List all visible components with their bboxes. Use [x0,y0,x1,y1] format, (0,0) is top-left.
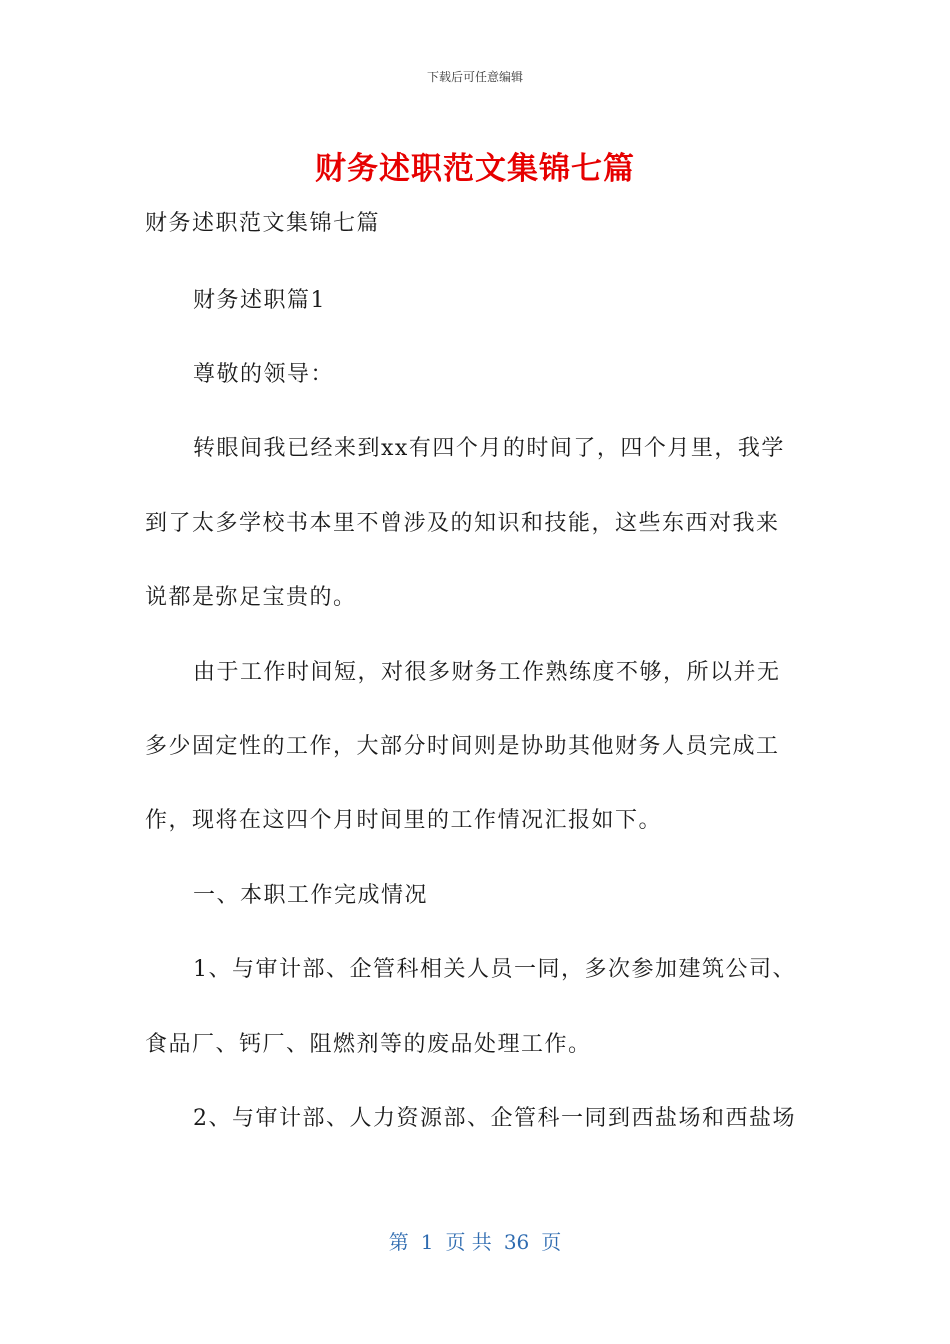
salutation: 尊敬的领导： [193,362,335,387]
footer-prefix: 第 [388,1230,409,1254]
paragraph-line: 1、与审计部、企管科相关人员一同，多次参加建筑公司、 [193,957,796,982]
paragraph-line: 到了太多学校书本里不曾涉及的知识和技能，这些东西对我来 [145,511,780,536]
footer-suffix: 页 [541,1230,562,1254]
document-title: 财务述职范文集锦七篇 [315,151,635,187]
paragraph-line: 说都是弥足宝贵的。 [145,585,357,610]
paragraph-line: 作，现将在这四个月时间里的工作情况汇报如下。 [145,808,663,833]
footer-middle: 页 共 [445,1230,492,1254]
paragraph-line: 由于工作时间短，对很多财务工作熟练度不够，所以并无 [193,660,781,685]
page-footer [0,1226,950,1255]
paragraph-line: 2、与审计部、人力资源部、企管科一同到西盐场和西盐场 [193,1106,796,1131]
total-pages-number: 36 [503,1230,530,1254]
subtitle-line: 财务述职范文集锦七篇 [145,211,381,236]
paragraph-line: 转眼间我已经来到xx有四个月的时间了，四个月里，我学 [193,436,785,461]
paragraph-line: 多少固定性的工作，大部分时间则是协助其他财务人员完成工 [145,734,780,759]
section-heading: 一、本职工作完成情况 [193,883,429,908]
page-header: 下载后可任意编辑 [426,70,523,84]
section-heading: 财务述职篇1 [193,288,326,313]
current-page-number: 1 [420,1230,434,1254]
paragraph-line: 食品厂、钙厂、阻燃剂等的废品处理工作。 [145,1032,592,1057]
